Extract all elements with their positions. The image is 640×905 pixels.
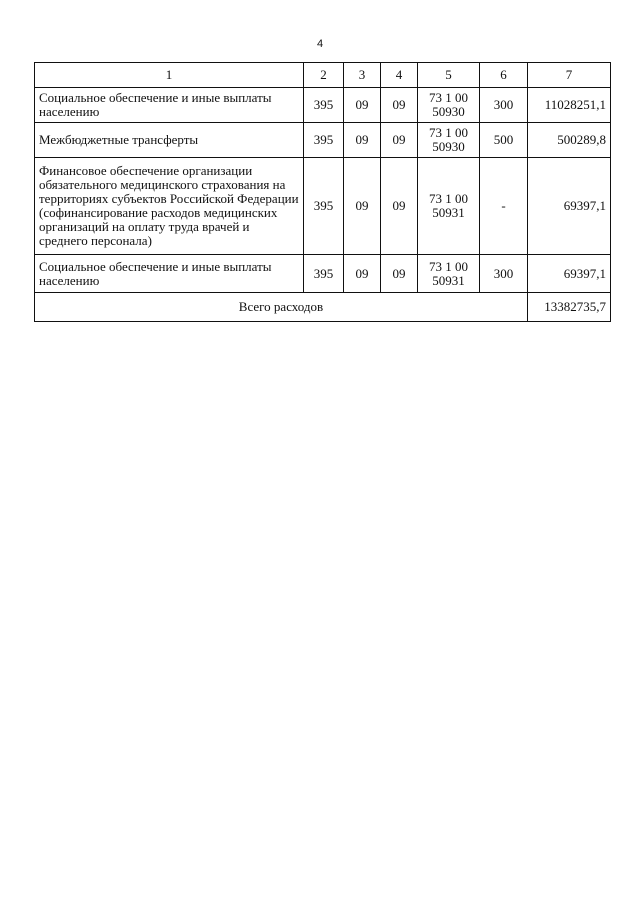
- row-name: Социальное обеспечение и иные выплаты населению: [35, 255, 304, 293]
- cell-col2: 395: [304, 255, 344, 293]
- table-row: [35, 255, 611, 293]
- code-line-1: 73 1 00: [429, 125, 468, 140]
- cell-col4: 09: [381, 88, 418, 123]
- column-header: 6: [480, 63, 528, 88]
- cell-col6: 500: [480, 123, 528, 158]
- code-line-2: 50931: [432, 272, 465, 288]
- row-name: Социальное обеспечение и иные выплаты населению: [35, 88, 304, 123]
- code-line-1: 73 1 00: [429, 90, 468, 105]
- expenditure-table: [34, 62, 611, 322]
- cell-col2: 395: [304, 88, 344, 123]
- cell-col5: [418, 158, 480, 255]
- cell-col5: [418, 255, 480, 293]
- cell-col4: 09: [381, 123, 418, 158]
- total-label: Всего расходов: [35, 293, 528, 322]
- cell-col6: 300: [480, 88, 528, 123]
- table-row: [35, 123, 611, 158]
- code-line-1: 73 1 00: [429, 258, 468, 274]
- cell-col4: 09: [381, 158, 418, 255]
- page-number: 4: [316, 38, 324, 50]
- header-row: [35, 63, 611, 88]
- cell-col7: 69397,1: [528, 158, 611, 255]
- cell-col7: 11028251,1: [528, 88, 611, 123]
- cell-col4: 09: [381, 255, 418, 293]
- row-name: Межбюджетные трансферты: [35, 123, 304, 158]
- cell-col2: 395: [304, 158, 344, 255]
- column-header: 7: [528, 63, 611, 88]
- cell-col6: 300: [480, 255, 528, 293]
- row-name: Финансовое обеспечение организации обязательного медицинского страхования на территориях субъектов Российской Федерации (софинансирование расходов медицинских организаций на оплату труда врачей и среднего персонала): [35, 158, 304, 255]
- table-row: [35, 88, 611, 123]
- cell-col7: 69397,1: [528, 255, 611, 293]
- table-row: [35, 158, 611, 255]
- cell-col5: [418, 123, 480, 158]
- cell-col3: 09: [344, 255, 381, 293]
- code-line-2: 50931: [432, 205, 465, 220]
- cell-col3: 09: [344, 158, 381, 255]
- code-line-2: 50930: [432, 104, 465, 119]
- cell-col7: 500289,8: [528, 123, 611, 158]
- column-header: 2: [304, 63, 344, 88]
- cell-col3: 09: [344, 123, 381, 158]
- code-line-1: 73 1 00: [429, 191, 468, 206]
- column-header: 1: [35, 63, 304, 88]
- total-row: [35, 293, 611, 322]
- code-line-2: 50930: [432, 139, 465, 154]
- cell-col3: 09: [344, 88, 381, 123]
- column-header: 3: [344, 63, 381, 88]
- column-header: 5: [418, 63, 480, 88]
- column-header: 4: [381, 63, 418, 88]
- cell-col5: [418, 88, 480, 123]
- cell-col6: -: [480, 158, 528, 255]
- cell-col2: 395: [304, 123, 344, 158]
- total-value: 13382735,7: [528, 293, 611, 322]
